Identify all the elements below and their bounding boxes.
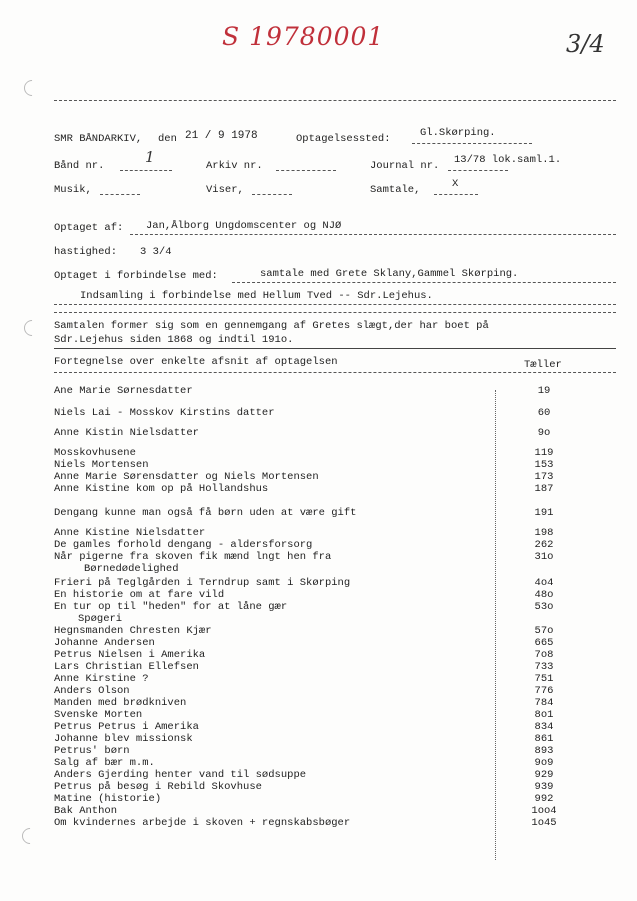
index-entry-counter: 19 <box>537 385 551 397</box>
index-entry-row <box>54 427 564 439</box>
index-entry-counter: 751 <box>534 673 554 685</box>
summary-line-1: Samtalen former sig som en gennemgang af Gretes slægt,der har boet på <box>54 320 489 332</box>
index-entry-title: Niels Lai - Mosskov Kirstins datter <box>54 407 275 419</box>
index-entry-counter: 53o <box>534 601 554 613</box>
index-entry-counter: 198 <box>534 527 554 539</box>
index-entry-title: Anne Kistine kom op på Hollandshus <box>54 483 269 495</box>
context-label: Optaget i forbindelse med: <box>54 270 218 282</box>
index-entry-row <box>54 483 564 495</box>
music-underline <box>100 194 140 195</box>
index-entry-row <box>54 757 564 769</box>
context-value: samtale med Grete Sklany,Gammel Skørping. <box>260 268 519 280</box>
index-entry-row <box>54 805 564 817</box>
index-entry-counter: 733 <box>534 661 554 673</box>
index-entry-title: Petrus' børn <box>54 745 130 757</box>
index-entry-counter: 9o9 <box>534 757 554 769</box>
songs-underline <box>252 194 292 195</box>
index-entry-row <box>54 709 564 721</box>
tape-value: 1 <box>145 148 155 166</box>
archive-code-handwritten: S 19780001 <box>222 22 385 51</box>
collection-line: Indsamling i forbindelse med Hellum Tved -- Sdr.Lejehus. <box>80 290 433 302</box>
summary-top-rule <box>54 312 616 313</box>
index-entry-title: Hegnsmanden Chresten Kjær <box>54 625 212 637</box>
index-entry-counter: 929 <box>534 769 554 781</box>
index-entry-title: Dengang kunne man også få børn uden at være gift <box>54 507 357 519</box>
journal-label: Journal nr. <box>370 160 440 172</box>
index-entry-counter: 861 <box>534 733 554 745</box>
conversation-underline <box>434 194 478 195</box>
recorded-by-value: Jan,Ålborg Ungdomscenter og NJØ <box>146 220 342 232</box>
index-entry-title: Salg af bær m.m. <box>54 757 155 769</box>
journal-value: 13/78 lok.saml.1. <box>454 154 562 166</box>
index-entry-row <box>54 507 564 519</box>
index-entry-title: Børnedødelighed <box>84 563 179 575</box>
tape-underline <box>120 170 172 171</box>
speed-value: 3 3/4 <box>140 246 172 258</box>
punch-hole-mark <box>21 77 44 100</box>
index-entry-title: Anders Gjerding henter vand til sødsuppe <box>54 769 307 781</box>
index-entry-row <box>54 459 564 471</box>
place-label: Optagelsessted: <box>296 133 391 145</box>
index-entry-row <box>54 407 564 419</box>
songs-label: Viser, <box>206 184 244 196</box>
index-entry-row <box>54 721 564 733</box>
index-entry-row <box>54 733 564 745</box>
index-entry-row <box>54 685 564 697</box>
index-entry-title: Johanne Andersen <box>54 637 155 649</box>
index-entry-title: Når pigerne fra skoven fik mænd lngt hen fra <box>54 551 332 563</box>
punch-hole-mark <box>21 317 44 340</box>
collection-rule <box>54 304 616 305</box>
date-label: den <box>158 133 177 145</box>
index-entry-title: Petrus Nielsen i Amerika <box>54 649 206 661</box>
index-entry-counter: 48o <box>534 589 554 601</box>
index-entry-row <box>54 589 564 601</box>
index-entry-row <box>54 673 564 685</box>
index-entry-counter: 31o <box>534 551 554 563</box>
index-entry-title: Petrus Petrus i Amerika <box>54 721 199 733</box>
journal-underline <box>448 170 508 171</box>
conversation-value: X <box>452 178 459 190</box>
index-entry-counter: 992 <box>534 793 554 805</box>
top-rule <box>54 100 616 101</box>
tape-label: Bånd nr. <box>54 160 105 172</box>
index-entry-counter: 60 <box>537 407 551 419</box>
date-value: 21 / 9 1978 <box>185 130 258 142</box>
index-entry-row <box>54 697 564 709</box>
index-entry-counter: 57o <box>534 625 554 637</box>
index-entry-title: En historie om at fare vild <box>54 589 225 601</box>
index-entry-counter: 262 <box>534 539 554 551</box>
index-entry-row <box>54 637 564 649</box>
index-entry-row <box>54 471 564 483</box>
index-entry-counter: 7o8 <box>534 649 554 661</box>
index-entry-title: Mosskovhusene <box>54 447 136 459</box>
music-label: Musik, <box>54 184 92 196</box>
index-heading: Fortegnelse over enkelte afsnit af optagelsen <box>54 356 338 368</box>
index-entry-title: Matine (historie) <box>54 793 162 805</box>
index-entry-title: En tur op til "heden" for at låne gær <box>54 601 288 613</box>
index-entry-row <box>54 625 564 637</box>
place-underline <box>412 143 532 144</box>
speed-label: hastighed: <box>54 246 118 258</box>
place-value: Gl.Skørping. <box>420 127 496 139</box>
index-entry-title: Bak Anthon <box>54 805 118 817</box>
index-entry-row <box>54 793 564 805</box>
index-entry-row <box>54 385 564 397</box>
index-entry-row <box>54 539 564 551</box>
index-entry-title: Manden med brødkniven <box>54 697 187 709</box>
recorded-by-label: Optaget af: <box>54 222 124 234</box>
index-entry-counter: 173 <box>534 471 554 483</box>
index-entry-counter: 187 <box>534 483 554 495</box>
index-entry-row <box>54 817 564 829</box>
index-entry-counter: 8o1 <box>534 709 554 721</box>
index-entry-counter: 784 <box>534 697 554 709</box>
index-entry-title: Petrus på besøg i Rebild Skovhuse <box>54 781 262 793</box>
context-underline <box>232 282 616 283</box>
index-entry-row <box>54 745 564 757</box>
index-entry-counter: 153 <box>534 459 554 471</box>
index-entry-counter: 939 <box>534 781 554 793</box>
recorded-by-underline <box>130 234 616 235</box>
page-mark-handwritten: 3/4 <box>566 30 605 58</box>
index-entry-title: Spøgeri <box>78 613 123 625</box>
index-entry-row <box>54 769 564 781</box>
index-entry-title: Om kvindernes arbejde i skoven + regnskabsbøger <box>54 817 351 829</box>
archive-no-underline <box>276 170 336 171</box>
index-entry-title: Johanne blev missionsk <box>54 733 193 745</box>
index-entry-counter: 834 <box>534 721 554 733</box>
index-entry-row <box>54 447 564 459</box>
index-entry-title: Anne Kistin Nielsdatter <box>54 427 199 439</box>
index-entry-row <box>54 527 564 539</box>
summary-bottom-rule <box>54 348 616 349</box>
conversation-label: Samtale, <box>370 184 421 196</box>
index-entry-row <box>54 661 564 673</box>
index-entry-counter: 4o4 <box>534 577 554 589</box>
index-entry-row <box>54 563 564 575</box>
index-entry-row <box>54 649 564 661</box>
index-entry-title: Svenske Morten <box>54 709 143 721</box>
index-entry-counter: 1o45 <box>531 817 557 829</box>
index-entry-title: Anne Kistine Nielsdatter <box>54 527 206 539</box>
archive-line-label: SMR BÅNDARKIV, <box>54 133 143 145</box>
index-entry-counter: 665 <box>534 637 554 649</box>
index-entry-title: Lars Christian Ellefsen <box>54 661 199 673</box>
index-entry-title: Frieri på Teglgården i Terndrup samt i Skørping <box>54 577 351 589</box>
index-heading-rule <box>54 372 616 373</box>
index-entry-title: Anders Olson <box>54 685 130 697</box>
index-entry-row <box>54 781 564 793</box>
index-entry-row <box>54 601 564 613</box>
index-entry-counter: 776 <box>534 685 554 697</box>
index-entry-title: Niels Mortensen <box>54 459 149 471</box>
counter-heading: Tæller <box>524 359 562 371</box>
archive-no-label: Arkiv nr. <box>206 160 263 172</box>
index-entry-title: Anne Kirstine ? <box>54 673 149 685</box>
index-entry-title: Anne Marie Sørensdatter og Niels Mortensen <box>54 471 319 483</box>
punch-hole-mark <box>19 825 42 848</box>
index-entry-title: Ane Marie Sørnesdatter <box>54 385 193 397</box>
index-entry-counter: 1oo4 <box>531 805 557 817</box>
index-entry-counter: 9o <box>537 427 551 439</box>
index-entry-row <box>54 577 564 589</box>
index-entry-counter: 119 <box>534 447 554 459</box>
index-entry-counter: 191 <box>534 507 554 519</box>
index-entry-counter: 893 <box>534 745 554 757</box>
index-entry-title: De gamles forhold dengang - aldersforsorg <box>54 539 313 551</box>
index-entry-row <box>54 551 564 563</box>
index-entry-row <box>54 613 564 625</box>
summary-line-2: Sdr.Lejehus siden 1868 og indtil 191o. <box>54 334 294 346</box>
